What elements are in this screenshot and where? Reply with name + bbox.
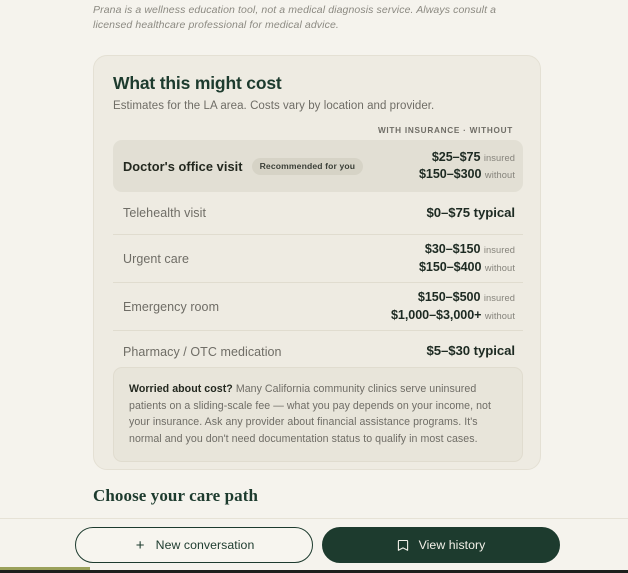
price-single-line: $5–$30 typical	[426, 343, 515, 359]
price-insured-qualifier: insured	[483, 293, 515, 303]
row-label-group	[123, 158, 363, 175]
row-prices	[391, 289, 515, 324]
table-row[interactable]	[113, 282, 523, 330]
row-label-group	[123, 206, 206, 220]
price-single-line: $0–$75 typical	[426, 204, 515, 220]
price-without-line	[419, 166, 515, 184]
row-label: Telehealth visit	[123, 206, 206, 220]
bottom-action-bar	[0, 518, 628, 573]
row-label: Pharmacy / OTC medication	[123, 344, 282, 359]
price-insured-value: $150–$500	[417, 290, 481, 304]
price-without-value: $150–$400	[418, 259, 482, 274]
price-without-value: $1,000–$3,000+	[390, 307, 482, 322]
bookmark-icon	[397, 539, 410, 552]
new-conversation-label: New conversation	[155, 538, 255, 552]
price-insured-value: $30–$150	[424, 242, 481, 256]
price-insured-line	[419, 149, 515, 167]
plus-icon: +	[135, 536, 145, 554]
table-row[interactable]	[113, 234, 523, 282]
price-insured-value: $25–$75	[431, 149, 481, 164]
card-subtitle: Estimates for the LA area. Costs vary by location and provider.	[113, 100, 435, 112]
card-title: What this might cost	[113, 73, 282, 93]
price-insured-line	[419, 241, 515, 259]
table-row[interactable]	[113, 140, 523, 192]
view-history-button[interactable]	[322, 527, 560, 563]
row-label-group	[123, 252, 189, 266]
price-without-qualifier: without	[484, 310, 515, 321]
note-body: Many California community clinics serve uninsured patients on a sliding-scale fee — what you pay depends on your income, not your insurance. Ask any provider about financial assistance programs. It's normal and you don't need documentation status to qualify in most cases.	[129, 383, 491, 445]
disclaimer-text: Prana is a wellness education tool, not a medical diagnosis service. Always consult a licensed healthcare professional for medical advice.	[93, 4, 497, 31]
price-column-header: WITH INSURANCE · WITHOUT	[377, 126, 513, 135]
table-row[interactable]	[113, 192, 523, 234]
cost-table	[113, 140, 523, 372]
row-prices	[419, 149, 515, 184]
table-row[interactable]	[113, 330, 523, 372]
price-without-line	[419, 259, 515, 277]
row-label: Doctor's office visit	[123, 158, 243, 174]
page-title: Choose your care path	[93, 486, 259, 505]
row-prices	[426, 343, 515, 360]
note-lead: Worried about cost?	[129, 383, 233, 395]
price-insured-qualifier: insured	[483, 245, 515, 255]
row-label-group	[123, 300, 219, 314]
status-badge: Recommended for you	[252, 158, 364, 175]
row-prices	[426, 205, 515, 222]
row-label-group	[123, 345, 282, 359]
price-without-value: $150–$300	[418, 167, 482, 181]
row-label: Emergency room	[123, 299, 220, 314]
row-prices	[419, 241, 515, 276]
row-label: Urgent care	[123, 251, 189, 266]
cost-help-note	[113, 367, 523, 462]
price-insured-qualifier: insured	[483, 152, 515, 163]
price-without-qualifier: without	[484, 262, 515, 273]
price-without-line	[391, 307, 515, 325]
new-conversation-button[interactable]	[75, 527, 313, 563]
view-history-label: View history	[418, 538, 486, 552]
cost-estimate-card	[93, 55, 541, 470]
price-insured-line	[391, 289, 515, 307]
price-without-qualifier: without	[484, 170, 515, 180]
